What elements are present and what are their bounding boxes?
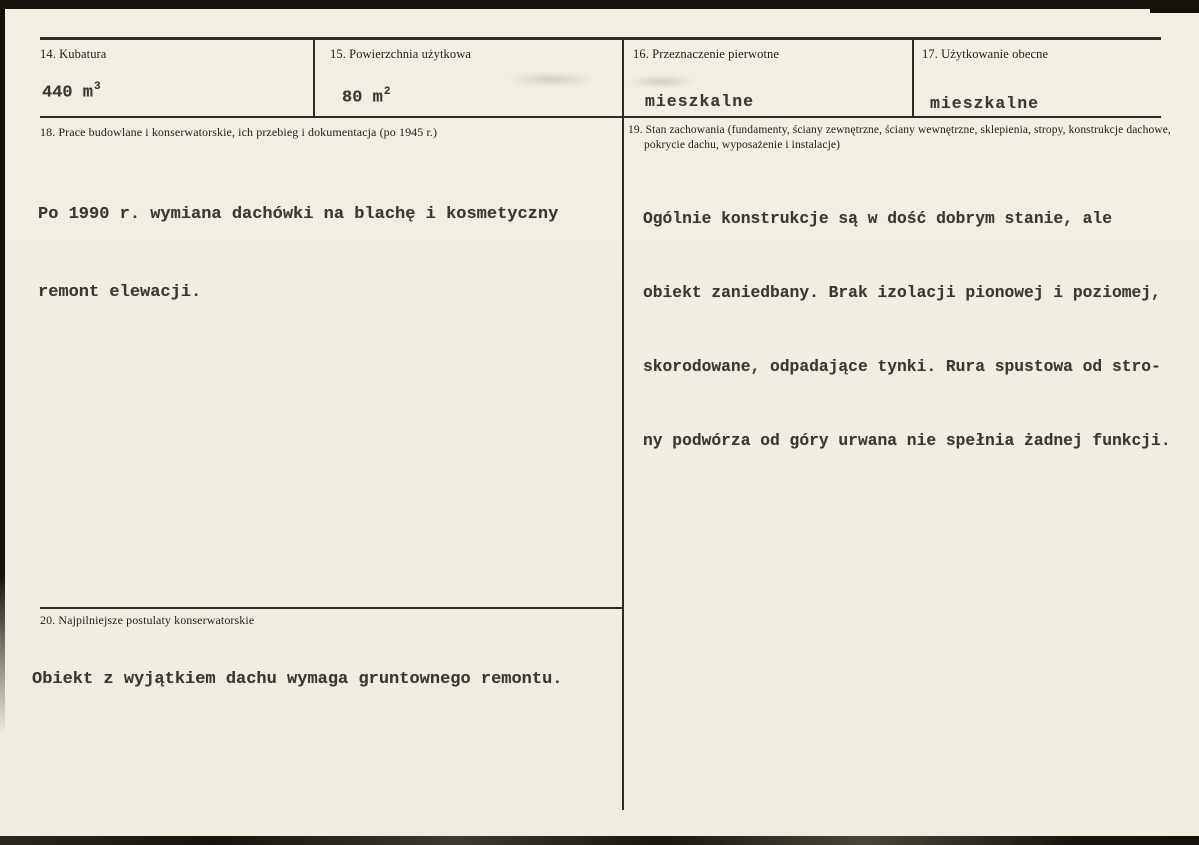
section-text-prace-budowlane bbox=[38, 150, 558, 358]
text-line: remont elewacji. bbox=[38, 283, 202, 302]
field-value-uzytkowanie-obecne: mieszkalne bbox=[930, 94, 1040, 113]
powierzchnia-exponent: 2 bbox=[383, 86, 391, 98]
powierzchnia-number: 80 m bbox=[342, 88, 383, 108]
field-label-kubatura: 14. Kubatura bbox=[40, 47, 107, 61]
text-line: Obiekt z wyjątkiem dachu wymaga gruntownego remontu. bbox=[32, 670, 563, 689]
section-text-postulaty-konserwatorskie bbox=[32, 632, 563, 727]
section20-divider bbox=[40, 607, 622, 609]
text-line: ny podwórza od góry urwana nie spełnia żadnej funkcji. bbox=[643, 430, 1171, 450]
divider-14-15 bbox=[313, 39, 315, 116]
scan-edge-left bbox=[0, 0, 5, 735]
field-label-przeznaczenie-pierwotne: 16. Przeznaczenie pierwotne bbox=[633, 47, 780, 61]
field-label-uzytkowanie-obecne: 17. Użytkowanie obecne bbox=[922, 47, 1049, 61]
scan-edge-top bbox=[0, 0, 1199, 9]
section-text-stan-zachowania bbox=[643, 158, 1171, 502]
row1-bottom-border bbox=[40, 116, 1161, 118]
text-line: Po 1990 r. wymiana dachówki na blachę i kosmetyczny bbox=[38, 205, 559, 224]
scan-edge-bottom bbox=[0, 836, 1199, 845]
section-label-postulaty-konserwatorskie: 20. Najpilniejsze postulaty konserwatorskie bbox=[40, 613, 255, 627]
field-value-powierzchnia bbox=[342, 87, 389, 108]
center-column-divider bbox=[622, 39, 624, 810]
field-label-powierzchnia: 15. Powierzchnia użytkowa bbox=[330, 47, 472, 61]
section-label-prace-budowlane: 18. Prace budowlane i konserwatorskie, ich przebieg i dokumentacja (po 1945 r.) bbox=[40, 125, 438, 139]
scan-smudge bbox=[627, 76, 695, 87]
field-value-przeznaczenie-pierwotne: mieszkalne bbox=[645, 92, 755, 111]
text-line: Ogólnie konstrukcje są w dość dobrym stanie, ale bbox=[643, 209, 1112, 229]
table-border-top bbox=[40, 37, 1161, 40]
kubatura-exponent: 3 bbox=[94, 81, 101, 93]
scan-smudge bbox=[505, 73, 597, 86]
field-value-kubatura bbox=[42, 82, 100, 103]
text-line: obiekt zaniedbany. Brak izolacji pionowej i poziomej, bbox=[643, 282, 1161, 302]
text-line: skorodowane, odpadające tynki. Rura spustowa od stro- bbox=[643, 356, 1161, 376]
divider-16-17 bbox=[912, 39, 914, 116]
section-label-stan-zachowania: 19. Stan zachowania (fundamenty, ściany zewnętrzne, ściany wewnętrzne, sklepienia, stropy, konstrukcje dachowe, pokrycie dachu, wyposażenie i instalacje) bbox=[628, 124, 1171, 151]
scan-edge-top-right bbox=[1150, 0, 1199, 13]
kubatura-number: 440 m bbox=[42, 83, 94, 103]
